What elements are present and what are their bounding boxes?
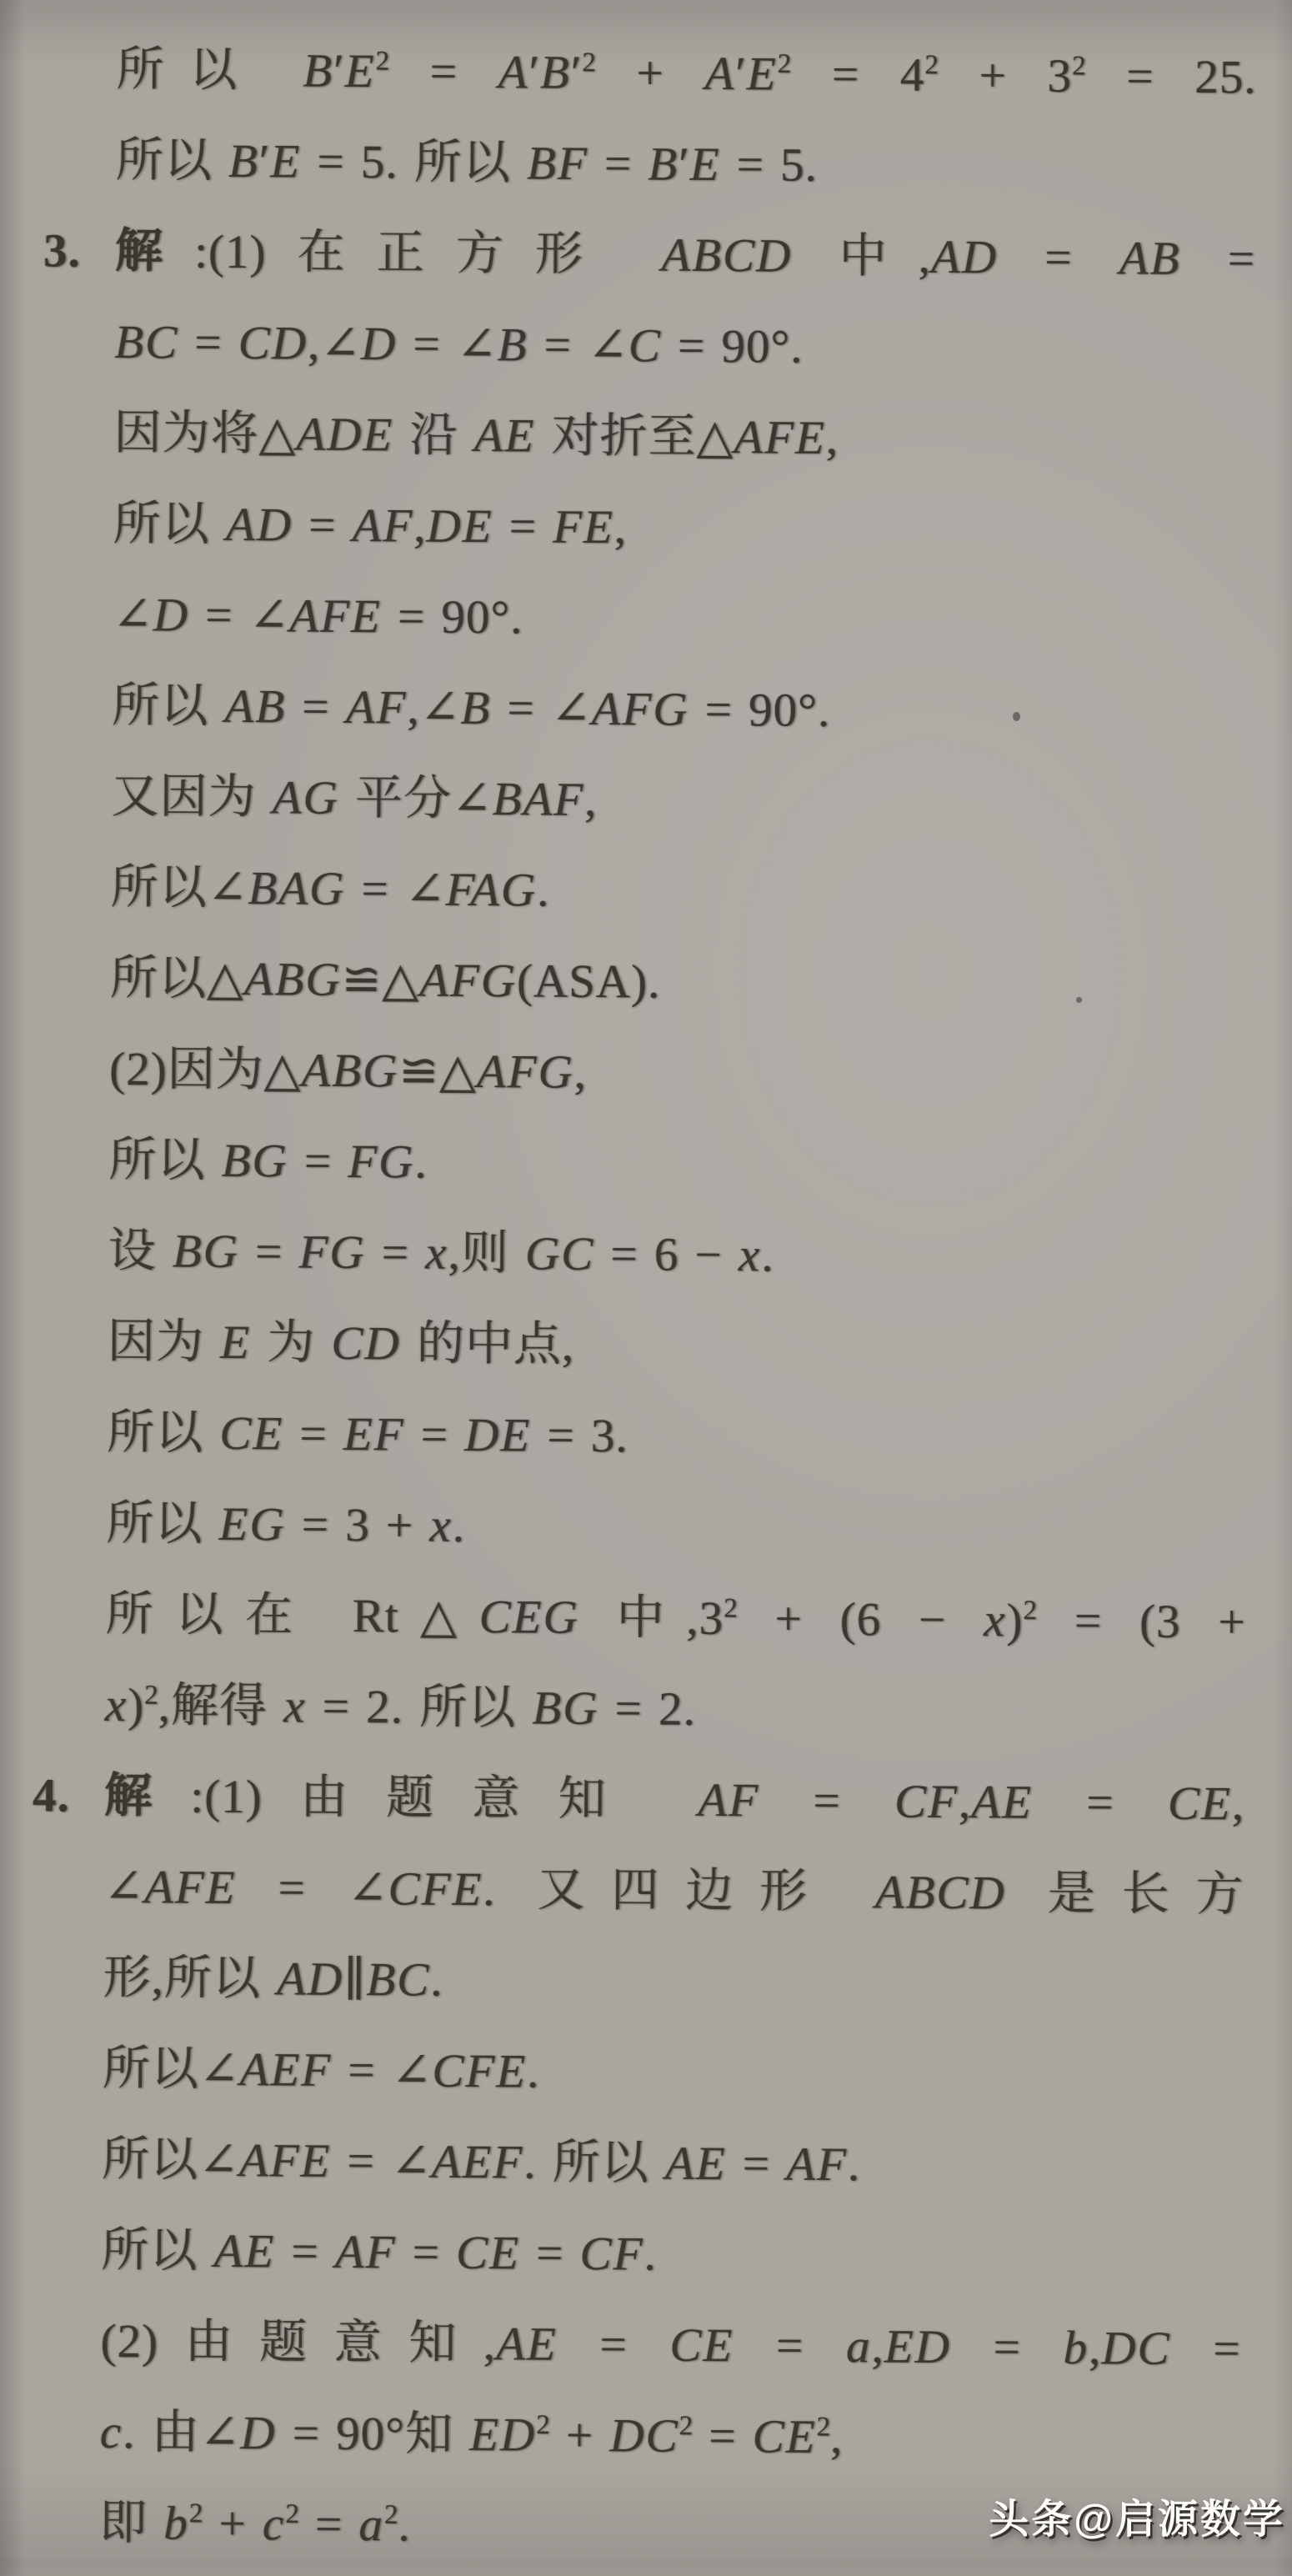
solution-line-text: (2)因为△ABG≌△AFG, bbox=[109, 1042, 588, 1099]
solution-line-text: 因为将△ADE 沿 AE 对折至△AFE, bbox=[113, 406, 839, 465]
problem-number: 3. bbox=[43, 224, 82, 278]
solution-line bbox=[103, 1842, 1244, 1941]
problem-number: 4. bbox=[32, 1769, 71, 1822]
solution-line bbox=[113, 569, 1254, 669]
solution-line-text: 即 $b^2 + c^2 = a^2$. bbox=[98, 2496, 412, 2552]
solution-line bbox=[110, 842, 1251, 941]
solution-line bbox=[102, 2114, 1243, 2213]
solution-line bbox=[108, 1205, 1249, 1305]
solution-line bbox=[114, 297, 1255, 396]
solution-line-text: 所以△ABG≌△AFG(ASA). bbox=[109, 951, 661, 1009]
solution-line-text: 又因为 AG 平分∠BAF, bbox=[111, 769, 598, 827]
solution-line-text: 所以∠BAG = ∠FAG. bbox=[110, 860, 550, 917]
solution-line bbox=[103, 1932, 1244, 2032]
solution-line-text: 形,所以 AD∥BC. bbox=[103, 1951, 443, 2007]
solution-line-text: 因为 E 为 CD 的中点, bbox=[107, 1315, 575, 1371]
solution-line bbox=[105, 1660, 1246, 1759]
solution-line-text: (2)由题意知,AE = CE = a,ED = b,DC = bbox=[100, 2314, 1241, 2376]
solution-line-text: 所以∠AFE = ∠AEF. 所以 AE = AF. bbox=[101, 2132, 861, 2192]
solution-line-text: 所以 EG = 3 + x. bbox=[106, 1496, 466, 1552]
solution-line-text: 所以 AB = AF,∠B = ∠AFG = 90°. bbox=[112, 679, 831, 737]
solution-line bbox=[115, 115, 1256, 214]
solution-line bbox=[110, 933, 1251, 1032]
solution-line bbox=[113, 479, 1254, 578]
solution-line-text: 所以在 Rt△CEG 中$,3^2 + (6 - x)^2 = (3$ + bbox=[105, 1587, 1246, 1649]
solution-line-text: ∠AFE = ∠CFE. 又四边形 ABCD 是长方 bbox=[103, 1860, 1244, 1922]
watermark: 头条@启源数学 bbox=[989, 2498, 1285, 2542]
solution-line-text: c. 由∠D = 90°知 $ED^2 + DC^2 = CE^2$, bbox=[99, 2405, 844, 2464]
solution-line bbox=[100, 2296, 1241, 2395]
solution-line-text: 所以 $B'E^2 = A'B'^2 + A'E^2 = 4^2 + 3^2 = 25$. bbox=[116, 43, 1257, 104]
solution-line bbox=[106, 1478, 1247, 1577]
solution-line-text: 所以 AD = AF,DE = FE, bbox=[113, 497, 628, 554]
solution-line bbox=[111, 751, 1252, 850]
solution-line-text: 解:(1)由题意知 AF = CF,AE = CE, bbox=[103, 1769, 1245, 1831]
paper-speck bbox=[1013, 712, 1020, 721]
solution-line-text: 所以 B′E = 5. 所以 BF = B′E = 5. bbox=[115, 133, 819, 192]
solution-line bbox=[107, 1387, 1248, 1486]
solution-line bbox=[116, 24, 1257, 123]
solution-line bbox=[105, 1569, 1246, 1668]
solution-line bbox=[101, 2205, 1242, 2304]
solution-line-text: 所以 BG = FG. bbox=[108, 1133, 428, 1189]
solution-text-layer bbox=[32, 24, 1257, 2576]
solution-line-text: ∠D = ∠AFE = 90°. bbox=[112, 588, 523, 644]
solution-line bbox=[108, 1296, 1249, 1396]
solution-line-text: 所以 AE = AF = CE = CF. bbox=[101, 2223, 657, 2281]
solution-line bbox=[108, 1115, 1249, 1214]
solution-line bbox=[99, 2387, 1240, 2486]
solution-line-text: x)$^2$,解得 x = 2. 所以 BG = 2. bbox=[104, 1678, 697, 1736]
solution-line-text: 设 BG = FG = x,则 GC = 6 − x. bbox=[108, 1224, 774, 1282]
solution-line bbox=[32, 1751, 1245, 1850]
paper-speck bbox=[1076, 997, 1082, 1003]
solution-line-text: 解:(1)在正方形 ABCD 中,AD = AB = bbox=[114, 224, 1256, 286]
solution-line bbox=[43, 206, 1256, 305]
solution-line bbox=[113, 388, 1254, 487]
solution-line bbox=[112, 660, 1253, 759]
solution-line bbox=[109, 1024, 1250, 1123]
solution-line-text: 所以∠AEF = ∠CFE. bbox=[102, 2042, 540, 2098]
solution-line bbox=[102, 2023, 1243, 2122]
solution-line-text: BC = CD,∠D = ∠B = ∠C = 90°. bbox=[114, 315, 804, 373]
solution-line-text: 所以 CE = EF = DE = 3. bbox=[106, 1406, 628, 1463]
